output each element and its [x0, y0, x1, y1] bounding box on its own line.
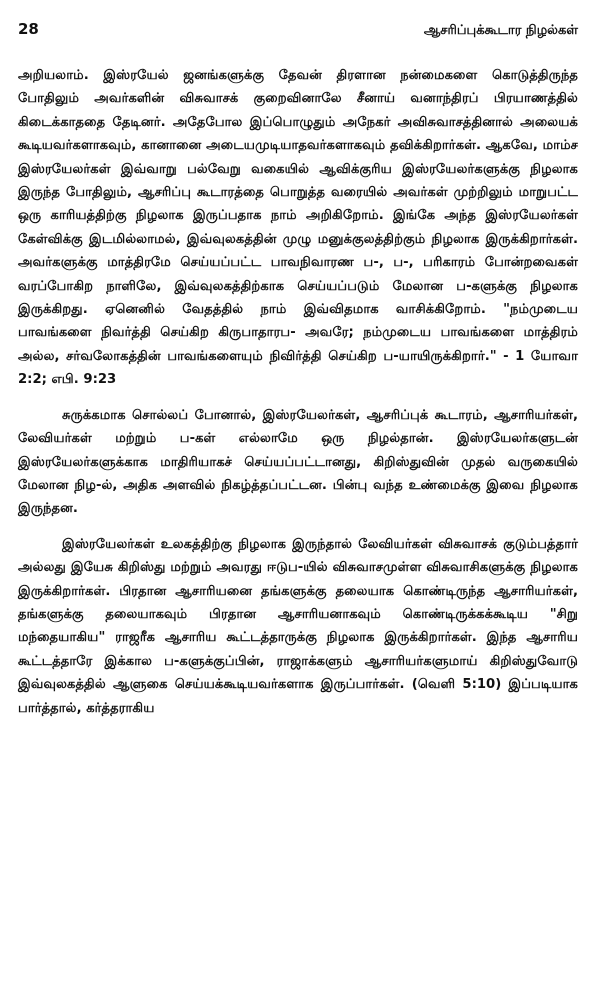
paragraph-2: சுருக்கமாக சொல்லப் போனால், இஸ்ரயேலர்கள், ஆசரிப்புக் கூடாரம், ஆசாரியர்கள், லேவியர்கள் மற்றும் ப-கள் எல்லாமே ஒரு நிழல்தான். இஸ்ரயேலர்களுடன் இஸ்ரயேலர்களுக்காக மாதிரியாகச் செய்யப்பட்டானது, கிறிஸ்துவின் முதல் வருகையில் மேலான நிழ-ல், அதிக அளவில் நிகழ்த்தப்பட்டன. பின்பு வந்த உண்மைக்கு இவை நிழலாக இருந்தன. [18, 407, 578, 517]
paragraph-1: அறியலாம். இஸ்ரயேல் ஜனங்களுக்கு தேவன் திரளான நன்மைகளை கொடுத்திருந்த போதிலும் அவர்களின் விசுவாசக் குறைவினாலே சீனாய் வனாந்திரப் பிரயாணத்தில் கிடைக்காததை தேடினர். அதேபோல இப்பொழுதும் அநேகர் அவிசுவாசத்தினால் அலையக் கூடியவர்களாகவும், கானானை அடையமுடியாதவர்களாகவும் தவிக்கிறார்கள். ஆகவே, மாம்ச இஸ்ரயேலர்கள் இவ்வாறு பல்வேறு வகையில் ஆவிக்குரிய இஸ்ரயேலர்களுக்கு நிழலாக இருந்த போதிலும், ஆசரிப்பு கூடாரத்தை பொறுத்த வரையில் அவர்கள் முற்றிலும் மாறுபட்ட ஒரு காரியத்திற்கு நிழலாக இருப்பதாக நாம் அறிகிறோம். இங்கே அந்த இஸ்ரயேலர்கள் கேள்விக்கு இடமில்லாமல், இவ்வுலகத்தின் முழு மனுக்குலத்திற்கும் நிழலாக இருக்கிறார்கள். அவர்களுக்கு மாத்திரமே செய்யப்பட்ட பாவநிவாரண ப-, ப-, பரிகாரம் போன்றவைகள் வரப்போகிற நாளிலே, இவ்வுலகத்திற்காக செய்யப்படும் மேலான ப-களுக்கு நிழலாக இருக்கிறது. ஏனெனில் வேதத்தில் நாம் இவ்விதமாக வாசிக்கிறோம். "நம்முடைய பாவங்களை நிவர்த்தி செய்கிற கிருபாதாரப- அவரே; நம்முடைய பாவங்களை மாத்திரம் அல்ல, சர்வலோகத்தின் பாவங்களையும் நிவிர்த்தி செய்கிற ப-யாயிருக்கிறார்." - 1 யோவா 2:2; எபி. 9:23 [18, 68, 578, 388]
paragraph-3: இஸ்ரயேலர்கள் உலகத்திற்கு நிழலாக இருந்தால் லேவியர்கள் விசுவாசக் குடும்பத்தார் அல்லது இயேசு கிறிஸ்து மற்றும் அவரது ஈடுப-யில் விசுவாசமுள்ள விசுவாசிகளுக்கு நிழலாக இருக்கிறார்கள். பிரதான ஆசாரியனை தங்களுக்கு தலையாக கொண்டிருந்த ஆசாரியர்கள், தங்களுக்கு தலையாகவும் பிரதான ஆசாரியனாகவும் கொண்டிருக்கக்கூடிய "சிறு மந்தையாகிய" ராஜரீக ஆசாரிய கூட்டத்தாருக்கு நிழலாக இருக்கிறார்கள். இந்த ஆசாரிய கூட்டத்தாரே இக்கால ப-களுக்குப்பின், ராஜாக்களும் ஆசாரியர்களுமாய் கிறிஸ்துவோடு இவ்வுலகத்தில் ஆளுகை செய்யக்கூடியவர்களாக இருப்பார்கள். (வெளி 5:10) இப்படியாக பார்த்தால், கர்த்தராகிய [18, 536, 578, 716]
page-number: 28 [18, 20, 39, 38]
page-header [18, 20, 578, 64]
running-title: ஆசரிப்புக்கூடார நிழல்கள் [423, 23, 578, 38]
